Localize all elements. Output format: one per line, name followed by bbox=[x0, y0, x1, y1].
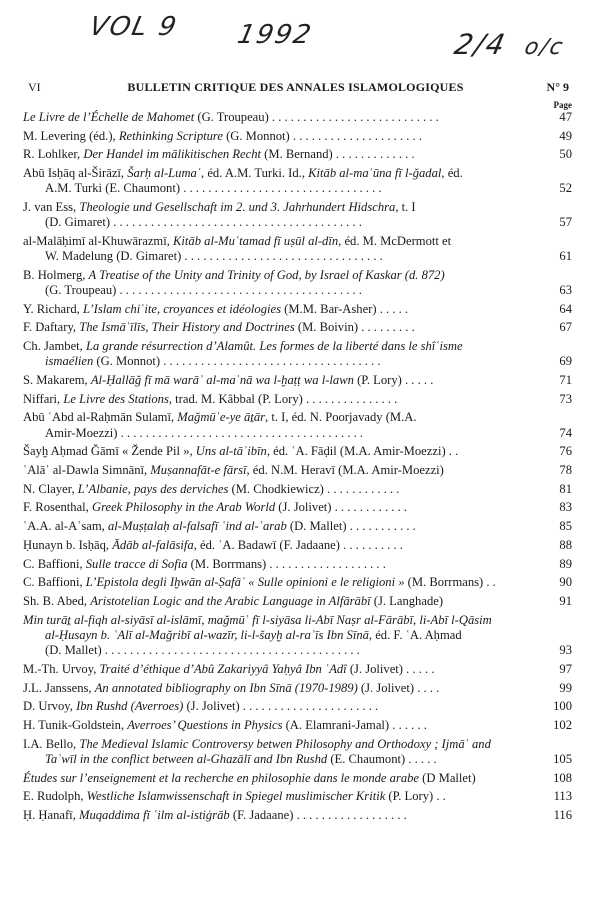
entry-text: (M. Bernand) . . . . . . . . . . . . . bbox=[261, 147, 415, 162]
toc-entry bbox=[23, 166, 572, 196]
entry-text: Abū ʿAbd al-Raḥmān Sulamī, bbox=[23, 410, 178, 425]
entry-page-number: 50 bbox=[559, 147, 572, 162]
entry-text: ʿA.A. al-Aʿsam, bbox=[23, 519, 108, 534]
entry-line bbox=[23, 628, 536, 643]
toc-entry bbox=[23, 463, 572, 478]
entry-page-number: 100 bbox=[553, 699, 572, 714]
entry-text: , t. I bbox=[395, 200, 416, 215]
entry-text: J.L. Janssens, bbox=[23, 680, 95, 695]
toc-entry bbox=[23, 200, 572, 230]
entry-title-text: al-Muṣṭalaḥ al-falsafī ʿind al-ʿarab bbox=[107, 519, 287, 534]
entry-text: Ḥunayn b. Isḥāq, bbox=[23, 537, 113, 552]
toc-entry bbox=[23, 718, 572, 733]
entry-page-number: 89 bbox=[559, 556, 572, 571]
entry-title-text: Études sur l’enseignement et la recherche en philosophie dans le monde arabe bbox=[23, 770, 420, 785]
journal-title: BULLETIN CRITIQUE DES ANNALES ISLAMOLOGIQUES bbox=[127, 80, 464, 94]
entry-line bbox=[23, 215, 536, 230]
entry-line bbox=[23, 320, 536, 335]
entry-text: S. Makarem, bbox=[23, 373, 91, 388]
entry-line bbox=[23, 444, 536, 459]
toc-entry bbox=[23, 482, 572, 497]
entry-page-number: 85 bbox=[559, 519, 572, 534]
entry-text: , éd. ʿA. Badawī (F. Jadaane) . . . . . . . . . . bbox=[193, 537, 403, 552]
entry-text: , éd. N.M. Heravī (M.A. Amir-Moezzi) bbox=[246, 463, 444, 478]
entry-text: (G. Troupeau) . . . . . . . . . . . . . . . . . . . . . . . . . . . bbox=[194, 110, 439, 124]
entry-line bbox=[23, 808, 536, 823]
entry-text: R. Lohlker, bbox=[23, 147, 84, 162]
toc-entry bbox=[23, 147, 572, 162]
entry-title-text: Westliche Islamwissenschaft in Spiegel muslimischer Kritik bbox=[86, 789, 386, 804]
entry-line bbox=[23, 718, 536, 733]
entry-text: B. Holmerg, bbox=[23, 267, 89, 282]
entry-text: (J. Langhade) bbox=[370, 593, 444, 608]
entry-text: (M. Boivin) . . . . . . . . . bbox=[294, 320, 415, 335]
handwritten-volume: VOL 9 bbox=[86, 12, 181, 42]
entry-text: (F. Jadaane) . . . . . . . . . . . . . . . . . . bbox=[229, 807, 407, 822]
toc-entry bbox=[23, 392, 572, 407]
entry-line bbox=[23, 147, 536, 162]
entry-text: (D. Mallet) . . . . . . . . . . . . . . . . . . . . . . . . . . . . . . . . . . . . . . . . . bbox=[45, 643, 360, 658]
toc-entry bbox=[23, 771, 572, 786]
entry-text: , éd. F. ʿA. Aḥmad bbox=[368, 627, 462, 642]
entry-line bbox=[23, 557, 536, 572]
entry-text: (G. Monnot) . . . . . . . . . . . . . . . . . . . . . . . . . . . . . . . . . . . bbox=[93, 354, 381, 369]
entry-page-number: 74 bbox=[559, 425, 572, 440]
entry-line bbox=[23, 410, 536, 425]
entry-title-text: Greek Philosophy in the Arab World bbox=[91, 500, 276, 515]
entry-text: W. Madelung (D. Gimaret) . . . . . . . . . . . . . . . . . . . . . . . . . . . . . . . . bbox=[45, 249, 383, 264]
toc-entry bbox=[23, 808, 572, 823]
entry-title-text: Šarḥ al-Lumaʿ bbox=[127, 166, 202, 181]
entry-title-text: Aristotelian Logic and the Arabic Language in Alfārābī bbox=[90, 593, 371, 608]
handwritten-note: o/c bbox=[522, 35, 567, 60]
entry-title-text: Ibn Rushd (Averroes) bbox=[76, 699, 184, 714]
entry-line bbox=[23, 643, 536, 658]
entry-page-number: 91 bbox=[559, 593, 572, 608]
entry-text: (P. Lory) . . bbox=[385, 789, 446, 804]
entry-text: (M.M. Bar-Asher) . . . . . bbox=[281, 301, 409, 316]
entry-text: (M. Borrmans) . . bbox=[404, 575, 496, 590]
entry-text: H. Tunik-Goldstein, bbox=[23, 717, 128, 732]
entry-title-text: Der Handel im mālikitischen Recht bbox=[83, 147, 262, 162]
entry-line bbox=[23, 234, 536, 249]
issue-number: N° 9 bbox=[546, 80, 569, 94]
entry-text: (J. Jolivet) . . . . . . . . . . . . bbox=[275, 500, 408, 515]
entry-text: Šayḫ Aḥmad Ğāmī « Žende Pil », bbox=[23, 444, 196, 459]
entry-page-number: 116 bbox=[553, 807, 572, 822]
toc-entry bbox=[23, 699, 572, 714]
entry-text: (M. Borrmans) . . . . . . . . . . . . . . . . . . . bbox=[187, 556, 386, 571]
entry-text: (M. Chodkiewicz) . . . . . . . . . . . . bbox=[228, 481, 400, 496]
entry-page-number: 63 bbox=[559, 283, 572, 298]
entry-text: F. Daftary, bbox=[23, 320, 80, 335]
entry-title-text: al-Ḥusayn b. ʿAlī al-Mağribī al-wazīr, li-l-šayḫ al-raʾīs Ibn Sīnā bbox=[45, 627, 369, 642]
entry-line bbox=[23, 268, 536, 283]
entry-title-text: Sulle tracce di Sofia bbox=[85, 556, 188, 571]
entry-line bbox=[23, 166, 536, 181]
entry-title-text: Theologie und Gesellschaft im 2. und 3. Jahrhundert Hidschra bbox=[79, 200, 396, 215]
entry-title-text: Traité d’éthique d’Abû Zakariyyâ Yaḥyâ Ibn ʿAdî bbox=[99, 661, 347, 676]
entry-text: Ch. Jambet, bbox=[23, 339, 86, 354]
toc-entry bbox=[23, 737, 572, 767]
entry-line bbox=[23, 519, 536, 534]
entry-line bbox=[23, 613, 536, 628]
entry-text: (J. Jolivet) . . . . bbox=[357, 680, 440, 695]
entry-text: al-Malāḥimī al-Khuwārazmī, bbox=[23, 233, 174, 248]
entry-page-number: 57 bbox=[559, 215, 572, 230]
entry-text: E. Rudolph, bbox=[23, 789, 87, 804]
entry-text: , trad. M. Kâbbal (P. Lory) . . . . . . . . . . . . . . . bbox=[168, 391, 398, 406]
page-number: VI bbox=[28, 80, 41, 94]
entry-line bbox=[23, 200, 536, 215]
entry-line bbox=[23, 789, 536, 804]
entry-page-number: 49 bbox=[559, 128, 572, 143]
entry-text: , éd. A.M. Turki. Id., bbox=[201, 166, 309, 181]
entry-title-text: Uns al-tāʾibīn bbox=[195, 444, 267, 459]
entry-line bbox=[23, 302, 536, 317]
entry-text: Amir-Moezzi) . . . . . . . . . . . . . . . . . . . . . . . . . . . . . . . . . . . . . . . bbox=[45, 425, 364, 440]
entry-page-number: 76 bbox=[559, 444, 572, 459]
entry-line bbox=[23, 594, 536, 609]
entry-line bbox=[23, 500, 536, 515]
entry-line bbox=[23, 392, 536, 407]
entry-title-text: The Ismāʿīlīs, Their History and Doctrines bbox=[79, 320, 295, 335]
toc-entry bbox=[23, 575, 572, 590]
entry-title-text: An annotated bibliography on Ibn Sīnā (1970-1989) bbox=[94, 680, 358, 695]
entry-line bbox=[23, 538, 536, 553]
entry-page-number: 73 bbox=[559, 391, 572, 406]
entry-line bbox=[23, 699, 536, 714]
toc-entry bbox=[23, 302, 572, 317]
entry-text: , éd. M. McDermott et bbox=[338, 233, 452, 248]
toc-entry bbox=[23, 320, 572, 335]
entry-page-number: 93 bbox=[559, 643, 572, 658]
entry-text: Y. Richard, bbox=[23, 301, 83, 316]
entry-line bbox=[23, 129, 536, 144]
entry-text: Ḥ. Ḥanafī, bbox=[23, 807, 79, 822]
entry-line bbox=[23, 463, 536, 478]
entry-text: Niffari, bbox=[23, 391, 64, 406]
entry-title-text: Taʾwīl in the conflict between al-Ghazālī and Ibn Rushd bbox=[45, 751, 328, 766]
entry-text: A.M. Turki (E. Chaumont) . . . . . . . . . . . . . . . . . . . . . . . . . . . . . . . . bbox=[45, 181, 382, 196]
handwritten-fraction: 2/4 bbox=[451, 28, 510, 61]
entry-line bbox=[23, 249, 536, 264]
entry-text: J. van Ess, bbox=[23, 200, 80, 215]
entry-text: C. Baffioni, bbox=[23, 556, 86, 571]
page-column-label: Page bbox=[553, 100, 572, 110]
entry-title-text: Al-Ḥallāğ fī mā warāʾ al-maʿnā wa l-ḫaṭṭ wa l-lawn bbox=[90, 373, 354, 388]
entry-text: (J. Jolivet) . . . . . . . . . . . . . . . . . . . . . . bbox=[183, 699, 379, 714]
entry-title-text: Rethinking Scripture bbox=[118, 128, 223, 143]
toc-entry bbox=[23, 268, 572, 298]
entry-title-text: Min turāṯ al-fiqh al-siyāsī al-islāmī, mağmūʿ fī l-siyāsa li-Abī Naṣr al-Fārābī, li-Abī l-Qāsim bbox=[23, 612, 492, 627]
entry-line bbox=[23, 681, 536, 696]
entry-title-text: Mağmūʿe-ye āṯār bbox=[177, 410, 266, 425]
entry-title-text: A Treatise of the Unity and Trinity of God, by Israel of Kaskar (d. 872) bbox=[88, 267, 445, 282]
entry-text: C. Baffioni, bbox=[23, 575, 86, 590]
toc-entry bbox=[23, 373, 572, 388]
entry-title-text: Muṣannafāt-e fārsī bbox=[150, 463, 247, 478]
entry-line bbox=[23, 737, 536, 752]
entry-line bbox=[23, 662, 536, 677]
entry-text: (D. Gimaret) . . . . . . . . . . . . . . . . . . . . . . . . . . . . . . . . . . . . . . . . bbox=[45, 215, 362, 230]
toc-entry bbox=[23, 444, 572, 459]
entry-page-number: 83 bbox=[559, 500, 572, 515]
entry-title-text: L’Albanie, pays des derviches bbox=[77, 481, 229, 496]
toc-entry bbox=[23, 789, 572, 804]
entry-line bbox=[23, 181, 536, 196]
entry-text: (D Mallet) bbox=[419, 770, 476, 785]
entry-page-number: 69 bbox=[559, 354, 572, 369]
entry-title-text: ismaélien bbox=[45, 354, 94, 369]
toc-entry bbox=[23, 110, 572, 125]
entry-line bbox=[23, 283, 536, 298]
entry-title-text: Ādāb al-falāsifa bbox=[112, 537, 194, 552]
entry-title-text: Kitāb al-Muʿtamad fī uṣūl al-dīn bbox=[173, 233, 339, 248]
entry-title-text: Le Livre de l’Échelle de Mahomet bbox=[23, 110, 195, 124]
entry-page-number: 105 bbox=[553, 751, 572, 766]
entry-line bbox=[23, 354, 536, 369]
entry-page-number: 108 bbox=[553, 770, 572, 785]
entry-line bbox=[23, 110, 536, 125]
entry-title-text: Averroes’ Questions in Physics bbox=[127, 717, 283, 732]
entry-text: M. Levering (éd.), bbox=[23, 128, 119, 143]
entry-text: N. Clayer, bbox=[23, 481, 78, 496]
entry-page-number: 113 bbox=[553, 789, 572, 804]
entry-text: (G. Monnot) . . . . . . . . . . . . . . . . . . . . . bbox=[222, 128, 422, 143]
toc-entry bbox=[23, 234, 572, 264]
entry-title-text: Kitāb al-maʿūna fī l-ğadal bbox=[308, 166, 442, 181]
toc-entry bbox=[23, 662, 572, 677]
entry-text: M.-Th. Urvoy, bbox=[23, 661, 100, 676]
entry-text: (D. Mallet) . . . . . . . . . . . bbox=[286, 519, 416, 534]
entry-text: , éd. ʿA. Fāḍil (M.A. Amir-Moezzi) . . bbox=[266, 444, 459, 459]
entry-line bbox=[23, 752, 536, 767]
toc-entry bbox=[23, 129, 572, 144]
entry-page-number: 61 bbox=[559, 249, 572, 264]
entry-title-text: Muqaddima fī ʿilm al-istiġrāb bbox=[78, 807, 230, 822]
entry-text: D. Urvoy, bbox=[23, 699, 77, 714]
running-header bbox=[0, 80, 591, 98]
entry-text: (E. Chaumont) . . . . . bbox=[327, 751, 437, 766]
toc-entry bbox=[23, 500, 572, 515]
entry-page-number: 81 bbox=[559, 481, 572, 496]
entry-text: (G. Troupeau) . . . . . . . . . . . . . . . . . . . . . . . . . . . . . . . . . . . . . . . bbox=[45, 283, 362, 298]
entry-line bbox=[23, 339, 536, 354]
entry-line bbox=[23, 426, 536, 441]
entry-page-number: 71 bbox=[559, 373, 572, 388]
entry-page-number: 99 bbox=[559, 680, 572, 695]
entry-title-text: L’Epistola degli Iḫwān al-Ṣafāʾ « Sulle opinioni e le religioni » bbox=[85, 575, 405, 590]
toc-entry bbox=[23, 557, 572, 572]
toc-entry bbox=[23, 538, 572, 553]
toc-entry bbox=[23, 594, 572, 609]
entry-line bbox=[23, 482, 536, 497]
entry-page-number: 64 bbox=[559, 301, 572, 316]
toc-entry bbox=[23, 613, 572, 659]
toc-entry bbox=[23, 339, 572, 369]
entry-title-text: La grande résurrection d’Alamût. Les formes de la liberté dans le shîʿisme bbox=[85, 339, 463, 354]
entry-page-number: 90 bbox=[559, 575, 572, 590]
entry-title-text: L’Islam chiʿite, croyances et idéologies bbox=[82, 301, 281, 316]
entry-page-number: 102 bbox=[553, 717, 572, 732]
entry-text: (A. Elamrani-Jamal) . . . . . . bbox=[282, 717, 427, 732]
entry-title-text: The Medieval Islamic Controversy betwen Philosophy and Orthodoxy ; Ijmāʿ and bbox=[79, 736, 491, 751]
entry-page-number: 78 bbox=[559, 463, 572, 478]
entry-text: , t. I, éd. N. Poorjavady (M.A. bbox=[265, 410, 417, 425]
entry-text: (P. Lory) . . . . . bbox=[353, 373, 434, 388]
table-of-contents bbox=[23, 110, 572, 827]
toc-entry bbox=[23, 410, 572, 440]
entry-text: F. Rosenthal, bbox=[23, 500, 92, 515]
entry-line bbox=[23, 771, 536, 786]
entry-text: I.A. Bello, bbox=[23, 736, 80, 751]
entry-text: ʿAlāʾ al-Dawla Simnānī, bbox=[23, 463, 151, 478]
entry-text: (J. Jolivet) . . . . . bbox=[346, 661, 435, 676]
toc-entry bbox=[23, 519, 572, 534]
entry-text: , éd. bbox=[441, 166, 463, 181]
entry-page-number: 52 bbox=[559, 181, 572, 196]
entry-line bbox=[23, 575, 536, 590]
entry-page-number: 88 bbox=[559, 537, 572, 552]
handwritten-year: 1992 bbox=[234, 20, 316, 50]
entry-page-number: 67 bbox=[559, 320, 572, 335]
entry-page-number: 97 bbox=[559, 661, 572, 676]
entry-text: Sh. B. Abed, bbox=[23, 593, 91, 608]
toc-entry bbox=[23, 681, 572, 696]
entry-page-number: 47 bbox=[559, 110, 572, 124]
entry-line bbox=[23, 373, 536, 388]
entry-title-text: Le Livre des Stations bbox=[63, 391, 169, 406]
entry-text: Abū Isḥāq al-Širāzī, bbox=[23, 166, 128, 181]
